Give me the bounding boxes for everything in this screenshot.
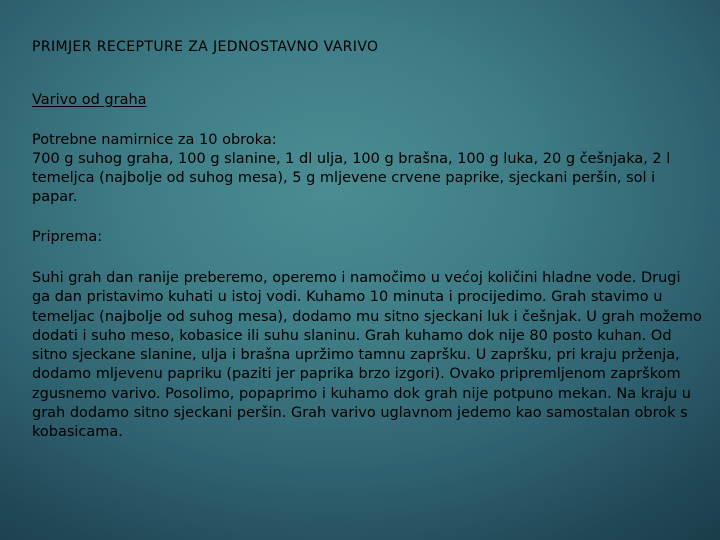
ingredients-heading: Potrebne namirnice za 10 obroka: xyxy=(32,132,277,148)
slide-content xyxy=(32,38,702,443)
preparation-text: Suhi grah dan ranije preberemo, operemo i namočimo u većoj količini hladne vode. Drugi ga dan pristavimo kuhati u istoj vodi. Kuhamo 10 minuta i procijedimo. Grah stavimo u temeljac (najbolje od suhog mesa), dodamo mu sitno sjeckani luk i češnjak. U grah možemo dodati i suho meso, kobasice ili suhu slaninu. Grah kuhamo dok nije 80 posto kuhan. Od sitno sjeckane slanine, ulja i brašna upržimo tamnu zapršku. U zapršku, pri kraju prženja, dodamo mljevenu papriku (paziti jer paprika brzo izgori). Ovako pripremljenom zaprškom zgusnemo varivo. Posolimo, popaprimo i kuhamo dok grah nije potpuno mekan. Na kraju u grah dodamo sitno sjeckani peršin. Grah varivo uglavnom jedemo kao samostalan obrok s kobasicama. xyxy=(32,270,702,441)
slide-title: PRIMJER RECEPTURE ZA JEDNOSTAVNO VARIVO xyxy=(32,39,379,55)
ingredients-list: 700 g suhog graha, 100 g slanine, 1 dl ulja, 100 g brašna, 100 g luka, 20 g češnjaka, 2 l temeljca (najbolje od suhog mesa), 5 g mljevene crvene paprike, sjeckani peršin, sol i papar. xyxy=(32,151,671,205)
ingredients-section xyxy=(32,131,702,207)
preparation-heading: Priprema: xyxy=(32,229,103,245)
recipe-subtitle: Varivo od graha xyxy=(32,92,147,108)
